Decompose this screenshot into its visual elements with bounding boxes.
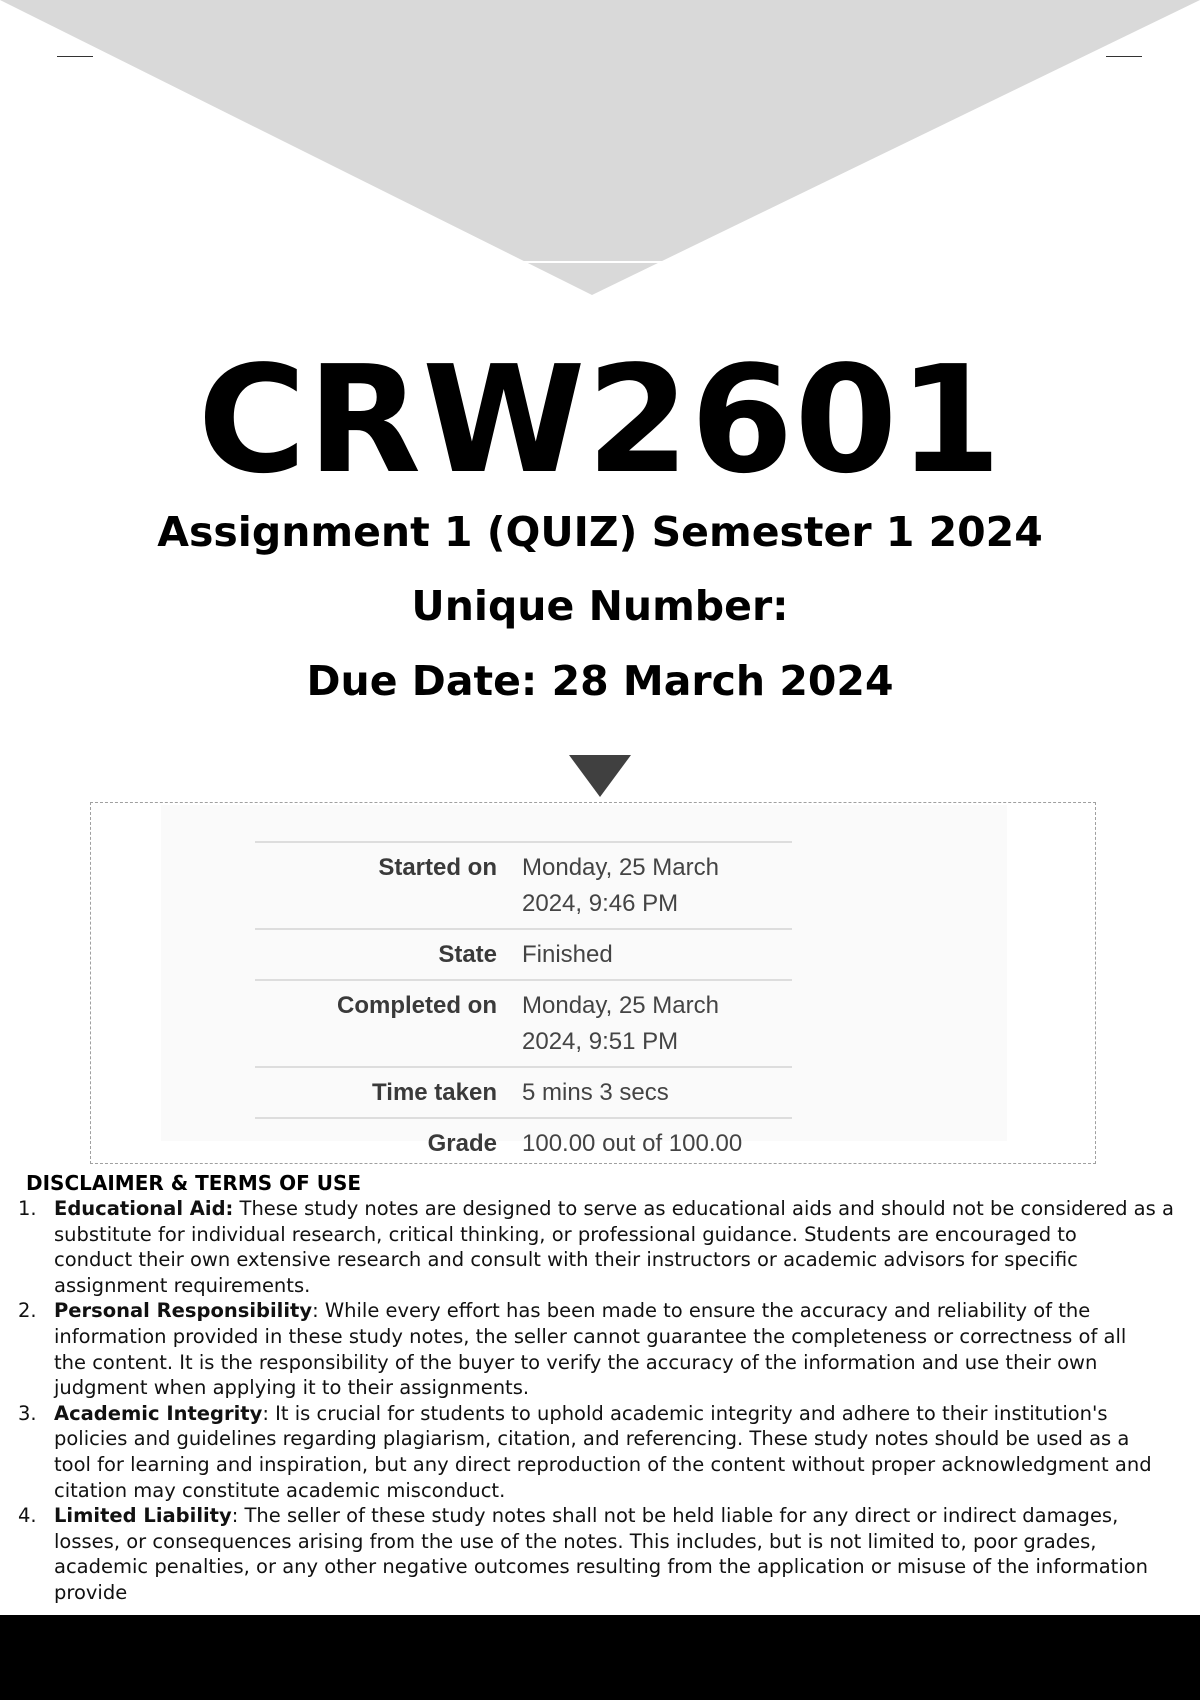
disclaimer-line: judgment when applying it to their assignments. [54, 1376, 530, 1400]
disclaimer-heading: DISCLAIMER & TERMS OF USE [26, 1171, 362, 1195]
quiz-row-label: Time taken [372, 1079, 497, 1106]
quiz-row-value [513, 1118, 792, 1168]
disclaimer-term: Academic Integrity [54, 1401, 263, 1425]
quiz-value-line: Monday, 25 March [522, 992, 719, 1019]
disclaimer-first-line: : It is crucial for students to uphold academic integrity and adhere to their institution's [262, 1401, 1108, 1425]
down-triangle-icon [569, 755, 631, 797]
disclaimer-line [54, 1503, 1190, 1529]
footer-black-bar [0, 1615, 1200, 1700]
quiz-value-line: Finished [522, 941, 613, 968]
disclaimer-item-academic-integrity [0, 1401, 1200, 1503]
disclaimer-first-line: : While every effort has been made to ensure the accuracy and reliability of the [312, 1299, 1091, 1323]
quiz-row-label: State [438, 941, 497, 968]
quiz-row-label: Grade [427, 1130, 497, 1157]
disclaimer-item-number: 4. [18, 1504, 37, 1528]
disclaimer-term: Educational Aid: [54, 1197, 234, 1220]
disclaimer-line: tool for learning and inspiration, but any direct reproduction of the content without proper acknowledgment and [54, 1452, 1152, 1476]
assignment-subtitle: Assignment 1 (QUIZ) Semester 1 2024 [157, 508, 1043, 556]
quiz-row-time-taken [255, 1067, 792, 1118]
disclaimer-line: provide [54, 1580, 128, 1604]
disclaimer-line: substitute for individual research, critical thinking, or professional guidance. Students are encouraged to [54, 1222, 1077, 1246]
course-code-title: CRW2601 [197, 334, 1003, 506]
disclaimer-line: citation may constitute academic misconduct. [54, 1478, 506, 1502]
quiz-value-line: 5 mins 3 secs [522, 1079, 669, 1106]
quiz-row-value [513, 842, 792, 929]
disclaimer-line [54, 1298, 1190, 1324]
disclaimer-item-number: 1. [18, 1197, 37, 1220]
disclaimer-line: conduct their own extensive research and consult with their instructors or academic advisors for specific [54, 1248, 1078, 1272]
disclaimer-term: Limited Liability [54, 1504, 232, 1528]
due-date-label: Due Date: 28 March 2024 [306, 657, 894, 705]
quiz-row-label: Completed on [337, 992, 497, 1019]
disclaimer-line: academic penalties, or any other negative outcomes resulting from the application or misuse of the information [54, 1555, 1149, 1579]
chevron-banner-shape [0, 0, 1200, 300]
quiz-value-line: 100.00 out of 100.00 [522, 1130, 743, 1157]
disclaimer-line [54, 1401, 1190, 1427]
disclaimer-item-number: 2. [18, 1299, 37, 1323]
quiz-row-grade [255, 1118, 792, 1168]
disclaimer-item-educational-aid [0, 1196, 1200, 1298]
quiz-row-state [255, 929, 792, 980]
quiz-summary-table [255, 841, 792, 1168]
quiz-row-completed-on [255, 980, 792, 1067]
quiz-value-line: 2024, 9:46 PM [522, 890, 679, 917]
disclaimer-item-limited-liability [0, 1503, 1200, 1605]
disclaimer-line: the content. It is the responsibility of the buyer to verify the accuracy of the information and use their own [54, 1350, 1098, 1374]
disclaimer-line: information provided in these study notes, the seller cannot guarantee the completeness or correctness of all [54, 1324, 1127, 1348]
disclaimer-line: losses, or consequences arising from the use of the notes. This includes, but is not limited to, poor grades, [54, 1529, 1097, 1553]
quiz-value-line: 2024, 9:51 PM [522, 1028, 679, 1055]
disclaimer-item-personal-responsibility [0, 1298, 1200, 1400]
disclaimer-line: assignment requirements. [54, 1273, 311, 1297]
corner-rule-right [1106, 56, 1142, 57]
unique-number-label: Unique Number: [411, 582, 789, 630]
corner-rule-left [57, 56, 93, 57]
disclaimer-term: Personal Responsibility [54, 1299, 313, 1323]
disclaimer-line [54, 1196, 1190, 1222]
disclaimer-line: policies and guidelines regarding plagiarism, citation, and referencing. These study notes should be used as a [54, 1427, 1130, 1451]
quiz-value-line: Monday, 25 March [522, 854, 719, 881]
quiz-row-value [513, 929, 792, 980]
disclaimer-first-line: : The seller of these study notes shall not be held liable for any direct or indirect damages, [231, 1504, 1119, 1528]
quiz-row-value [513, 980, 792, 1067]
disclaimer-first-line: These study notes are designed to serve as educational aids and should not be considered as a [233, 1197, 1174, 1220]
quiz-row-started-on [255, 842, 792, 929]
quiz-row-value [513, 1067, 792, 1118]
disclaimer-item-number: 3. [18, 1401, 37, 1425]
quiz-row-label: Started on [378, 854, 497, 881]
disclaimer-list [0, 1196, 1200, 1606]
